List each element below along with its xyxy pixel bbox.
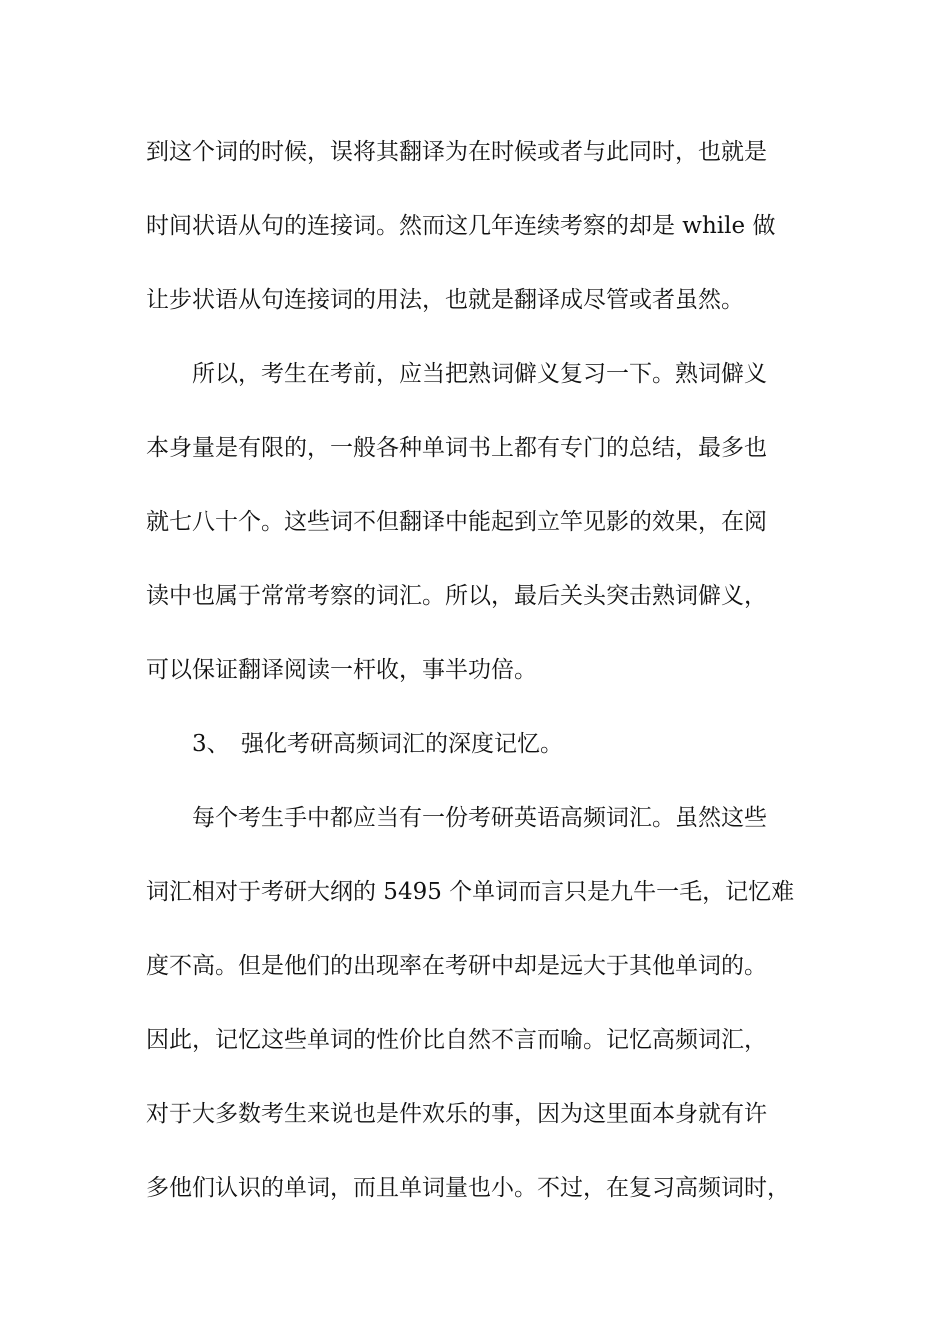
text-line: 多他们认识的单词，而且单词量也小。不过，在复习高频词时， <box>146 1175 790 1201</box>
text-line: 到这个词的时候，误将其翻译为在时候或者与此同时，也就是 <box>146 139 767 165</box>
text-line: 读中也属于常常考察的词汇。所以，最后关头突击熟词僻义， <box>146 583 767 609</box>
paragraph-start-line: 每个考生手中都应当有一份考研英语高频词汇。虽然这些 <box>192 805 767 831</box>
text-line: 因此，记忆这些单词的性价比自然不言而喻。记忆高频词汇， <box>146 1027 767 1053</box>
text-line: 对于大多数考生来说也是件欢乐的事，因为这里面本身就有许 <box>146 1101 767 1127</box>
text-line: 词汇相对于考研大纲的 5495 个单词而言只是九牛一毛，记忆难 <box>146 879 795 905</box>
text-line: 让步状语从句连接词的用法，也就是翻译成尽管或者虽然。 <box>146 287 744 313</box>
paragraph-start-line: 所以，考生在考前，应当把熟词僻义复习一下。熟词僻义 <box>192 361 767 387</box>
list-heading: 强化考研高频词汇的深度记忆。 <box>241 731 563 757</box>
list-number: 3、 <box>192 731 230 757</box>
text-line: 度不高。但是他们的出现率在考研中却是远大于其他单词的。 <box>146 953 767 979</box>
text-line: 本身量是有限的，一般各种单词书上都有专门的总结，最多也 <box>146 435 767 461</box>
text-line: 时间状语从句的连接词。然而这几年连续考察的却是 while 做 <box>146 213 776 239</box>
text-line: 就七八十个。这些词不但翻译中能起到立竿见影的效果，在阅 <box>146 509 767 535</box>
text-line: 可以保证翻译阅读一杆收，事半功倍。 <box>146 657 537 683</box>
